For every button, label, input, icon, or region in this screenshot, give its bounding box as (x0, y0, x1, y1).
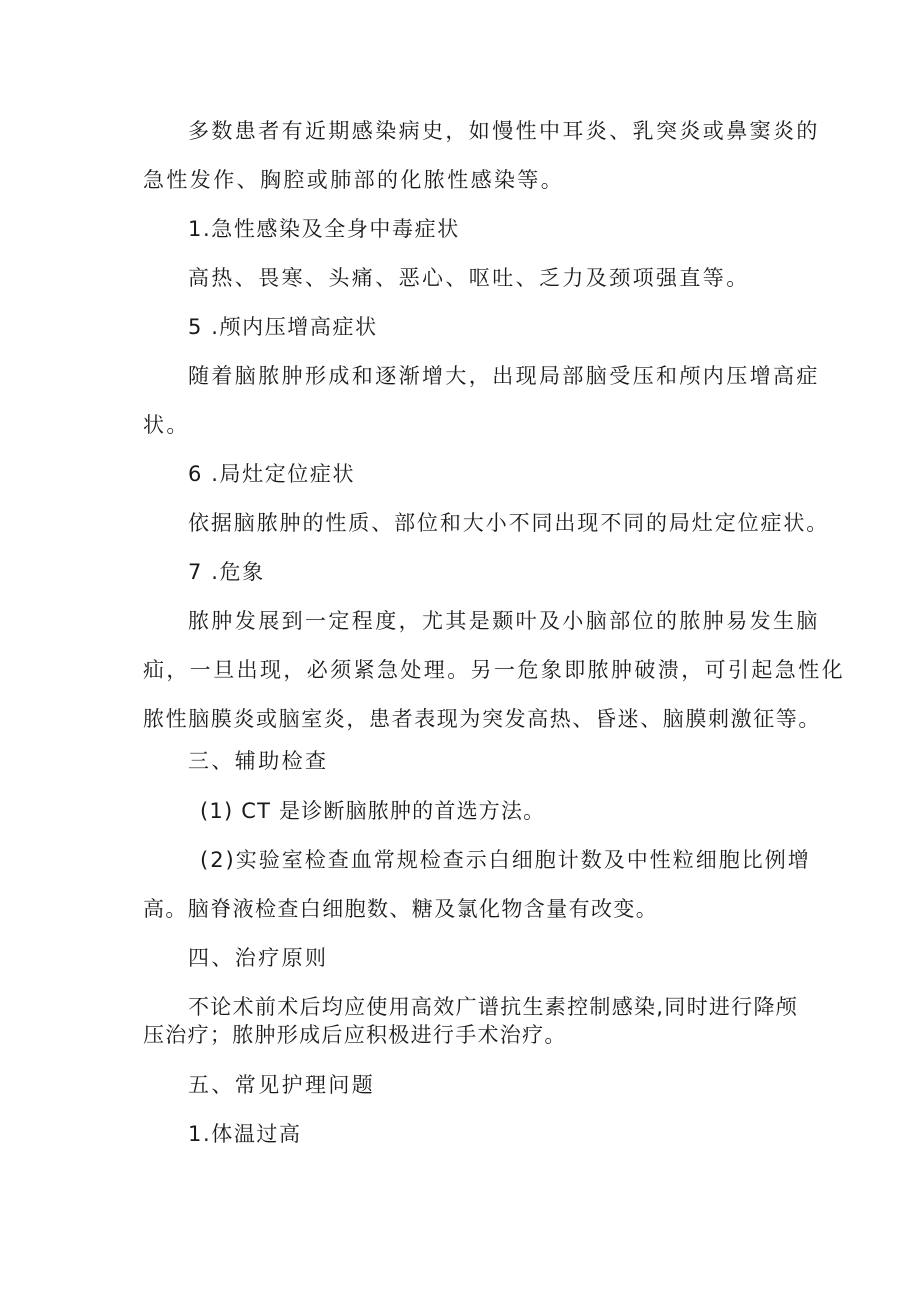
paragraph-line: 脓肿发展到一定程度，尤其是颞叶及小脑部位的脓肿易发生脑 (188, 609, 820, 633)
section-heading: 五、常见护理问题 (188, 1073, 376, 1097)
paragraph-line: 高热、畏寒、头痛、恶心、呕吐、乏力及颈项强直等。 (188, 266, 750, 290)
section-heading: 三、辅助检查 (188, 749, 329, 773)
section-heading: 7 .危象 (188, 560, 265, 584)
list-item: (2)实验室检查血常规检查示白细胞计数及中性粒细胞比例增 (200, 848, 811, 872)
paragraph-line: 脓性脑膜炎或脑室炎，患者表现为突发高热、昏迷、脑膜刺激征等。 (143, 707, 821, 731)
paragraph-line: 高。脑脊液检查白细胞数、糖及氯化物含量有改变。 (143, 897, 659, 921)
section-heading: 1.急性感染及全身中毒症状 (188, 217, 460, 241)
paragraph-line: 多数患者有近期感染病史，如慢性中耳炎、乳突炎或鼻窦炎的 (188, 119, 820, 143)
section-heading: 1.体温过高 (188, 1122, 302, 1146)
section-heading: 四、治疗原则 (188, 946, 329, 970)
paragraph-line: 压治疗；脓肿形成后应积极进行手术治疗。 (143, 1023, 567, 1047)
paragraph-line: 状。 (143, 413, 190, 437)
paragraph-line: 随着脑脓肿形成和逐渐增大，出现局部脑受压和颅内压增高症 (188, 364, 820, 388)
list-item: (1) CT 是诊断脑脓肿的首选方法。 (200, 799, 546, 823)
section-heading: 6 .局灶定位症状 (188, 462, 356, 486)
paragraph-line: 依据脑脓肿的性质、部位和大小不同出现不同的局灶定位症状。 (188, 511, 830, 535)
paragraph-line: 急性发作、胸腔或肺部的化脓性感染等。 (143, 168, 565, 192)
section-heading: 5 .颅内压增高症状 (188, 315, 378, 339)
paragraph-line: 疝，一旦出现，必须紧急处理。另一危象即脓肿破溃，可引起急性化 (143, 658, 845, 682)
paragraph-line: 不论术前术后均应使用高效广谱抗生素控制感染,同时进行降颅 (188, 995, 799, 1019)
